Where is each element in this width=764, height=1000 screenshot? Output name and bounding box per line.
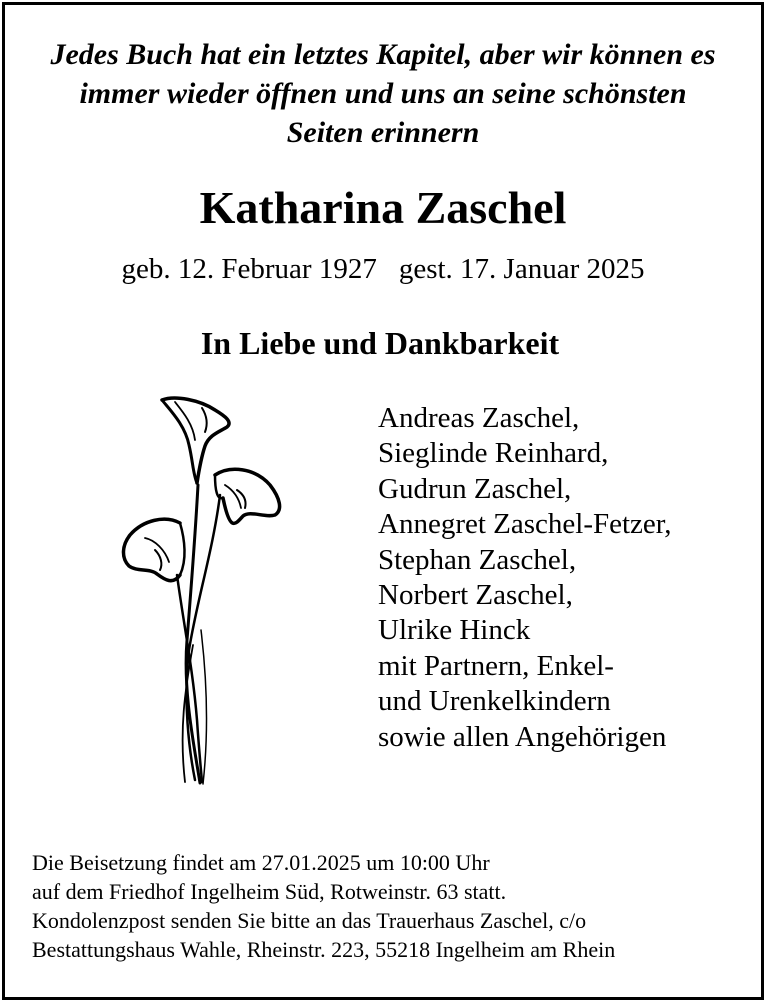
notice-line: Die Beisetzung findet am 27.01.2025 um 10:00 Uhr [32, 850, 490, 875]
list-item: Annegret Zaschel-Fetzer, [378, 508, 672, 541]
list-item: Norbert Zaschel, [378, 579, 573, 612]
memorial-quote [5, 35, 761, 152]
list-item: Stephan Zaschel, [378, 543, 577, 576]
death-date: gest. 17. Januar 2025 [398, 253, 645, 285]
notice-line: auf dem Friedhof Ingelheim Süd, Rotweinstr. 63 statt. [32, 879, 507, 904]
list-item: Sieglinde Reinhard, [378, 437, 609, 470]
quote-line: Seiten erinnern [286, 116, 480, 149]
quote-line: immer wieder öffnen und uns an seine schönsten [79, 77, 687, 110]
list-item: mit Partnern, Enkel- [378, 649, 614, 682]
mourners-list [378, 401, 758, 755]
deceased-name: Katharina Zaschel [199, 182, 567, 233]
notice-line: Bestattungshaus Wahle, Rheinstr. 223, 55218 Ingelheim am Rhein [32, 937, 616, 962]
dedication: In Liebe und Dankbarkeit [200, 325, 560, 361]
life-dates [5, 251, 761, 287]
obituary-notice [2, 2, 764, 1000]
list-item: sowie allen Angehörigen [378, 720, 667, 753]
list-item: Andreas Zaschel, [378, 402, 580, 434]
list-item: und Urenkelkindern [378, 685, 611, 718]
quote-line: Jedes Buch hat ein letztes Kapitel, aber wir können es [50, 38, 716, 71]
list-item: Ulrike Hinck [378, 614, 531, 647]
calla-lily-icon [105, 390, 295, 790]
funeral-notice [32, 848, 752, 964]
birth-date: geb. 12. Februar 1927 [121, 253, 377, 285]
notice-line: Kondolenzpost senden Sie bitte an das Trauerhaus Zaschel, c/o [32, 908, 587, 933]
list-item: Gudrun Zaschel, [378, 472, 572, 505]
